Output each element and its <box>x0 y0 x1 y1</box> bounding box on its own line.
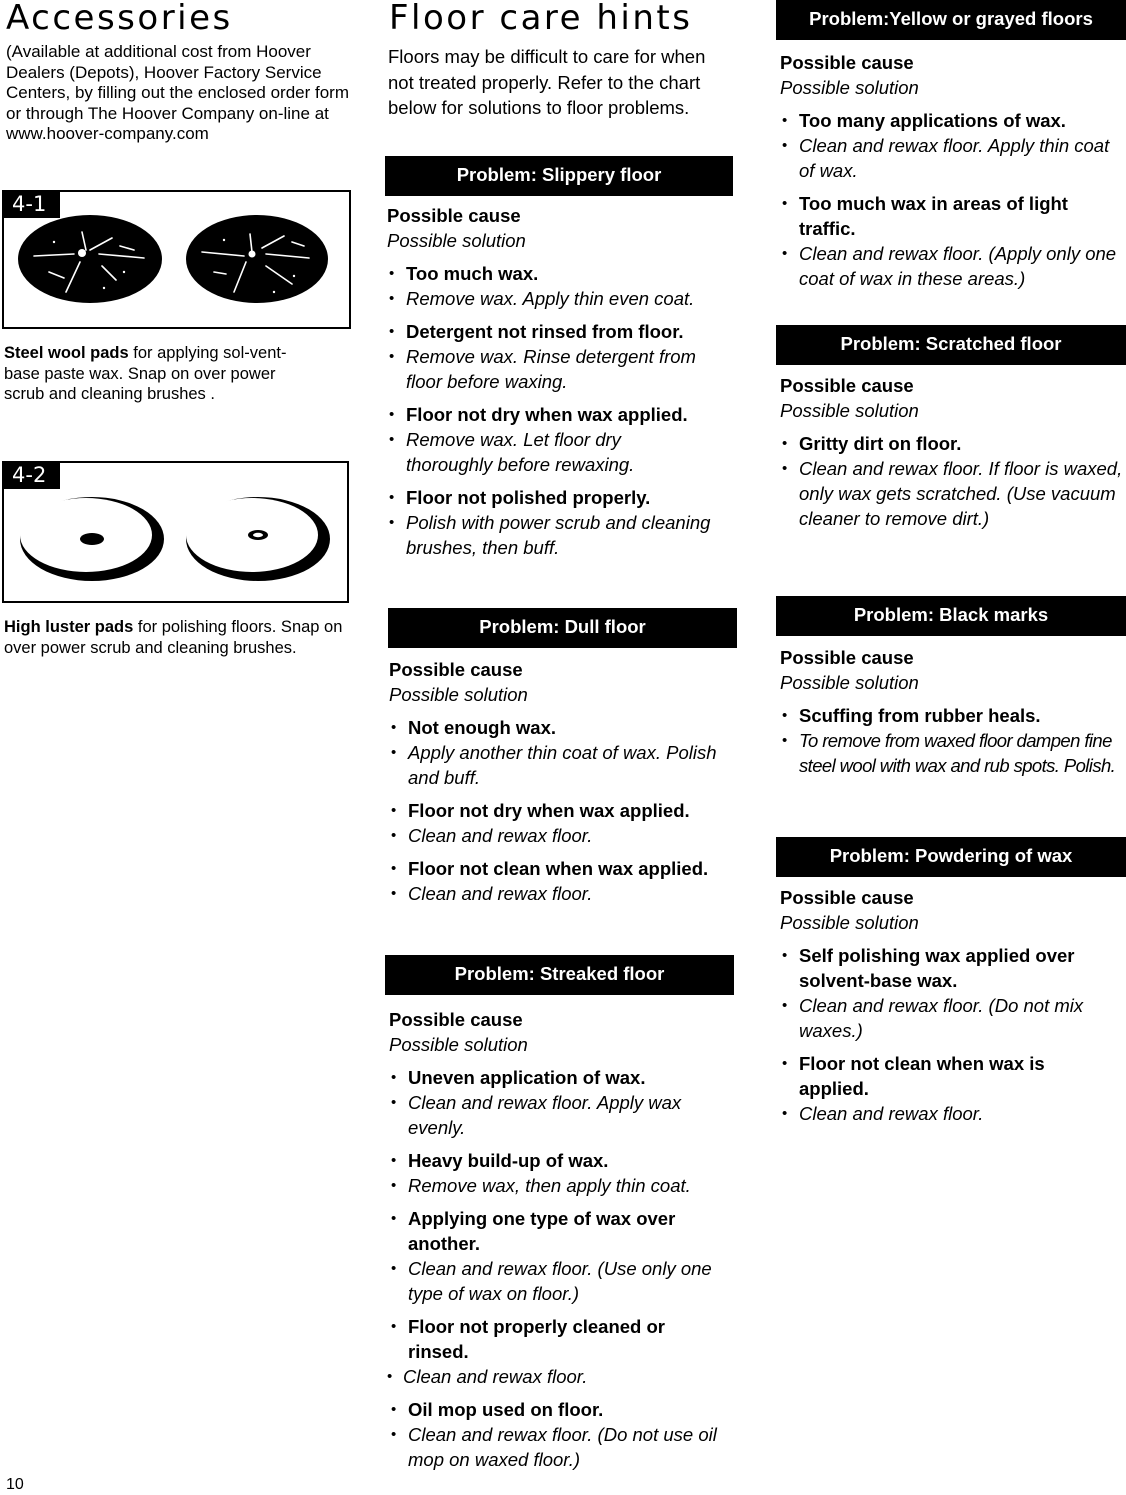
problem-item: • Heavy build-up of wax. • Remove wax, then apply thin coat. <box>391 1150 691 1196</box>
problem-item: • Gritty dirt on floor. • Clean and rewax floor. If floor is waxed, only wax gets scratched. (Use vacuum cleaner to remove dirt.) <box>782 433 1123 529</box>
problem-item: • Detergent not rinsed from floor. • Remove wax. Rinse detergent from floor before waxing. <box>389 321 696 392</box>
possible-cause-label: Possible cause <box>389 1009 523 1030</box>
problem-block-yellow-grayed-floors <box>780 50 1126 299</box>
problem-item: • Oil mop used on floor. • Clean and rewax floor. (Do not use oil mop on waxed floor.) <box>391 1399 717 1470</box>
figure-steel-wool-pads <box>2 190 351 329</box>
problem-header-streaked-floor: Problem: Streaked floor <box>385 955 734 995</box>
problem-item: • Self polishing wax applied over solvent-base wax. • Clean and rewax floor. (Do not mix waxes.) <box>782 945 1084 1041</box>
cause-text: Floor not clean when wax applied. <box>408 858 709 879</box>
caption-bold: Steel wool pads <box>4 344 129 362</box>
solution-text: Remove wax. Rinse detergent from floor before waxing. <box>406 346 696 392</box>
cause-text: Too many applications of wax. <box>799 110 1066 131</box>
problem-header-scratched-floor: Problem: Scratched floor <box>776 325 1126 365</box>
problem-item: • Scuffing from rubber heals. • To remove from waxed floor dampen fine steel wool with wax and rub spots. Polish. <box>782 705 1116 776</box>
solution-text: Clean and rewax floor. (Do not mix waxes.) <box>799 995 1084 1041</box>
solution-text: Apply another thin coat of wax. Polish and buff. <box>408 742 717 788</box>
solution-text: Polish with power scrub and cleaning brushes, then buff. <box>406 512 711 558</box>
caption-text: for polishing floors. Snap on over power scrub and cleaning brushes. <box>4 618 343 657</box>
high-luster-pads-caption <box>4 617 354 658</box>
problem-item: • Uneven application of wax. • Clean and rewax floor. Apply wax evenly. <box>391 1067 682 1138</box>
possible-cause-label: Possible cause <box>780 375 914 396</box>
problem-item: • Floor not polished properly. • Polish with power scrub and cleaning brushes, then buff. <box>389 487 711 558</box>
cause-text: Floor not dry when wax applied. <box>408 800 690 821</box>
problem-header-dull-floor: Problem: Dull floor <box>388 608 737 648</box>
accessories-intro: (Available at additional cost from Hoover Dealers (Depots), Hoover Factory Service Centers, by filling out the enclosed order form or through The Hoover Company on-line at www.hoover-company.com <box>6 42 350 143</box>
problem-block-dull-floor <box>389 657 759 914</box>
possible-solution-label: Possible solution <box>780 400 919 421</box>
possible-solution-label: Possible solution <box>780 77 919 98</box>
cause-text: Applying one type of wax over another. <box>408 1208 676 1254</box>
cause-text: Floor not clean when wax is applied. <box>799 1053 1045 1099</box>
solution-text: Clean and rewax floor. (Apply only one coat of wax in these areas.) <box>799 243 1117 289</box>
cause-text: Too much wax in areas of light traffic. <box>799 193 1068 239</box>
problem-item: • Not enough wax. • Apply another thin coat of wax. Polish and buff. <box>391 717 717 788</box>
solution-text: Clean and rewax floor. (Do not use oil mop on waxed floor.) <box>408 1424 717 1470</box>
cause-text: Too much wax. <box>406 263 539 284</box>
cause-text: Not enough wax. <box>408 717 556 738</box>
figure-high-luster-pads <box>2 461 349 603</box>
figure-label: 4-1 <box>2 190 60 218</box>
problem-item: • Too much wax. • Remove wax. Apply thin even coat. <box>389 263 695 309</box>
possible-solution-label: Possible solution <box>389 684 528 705</box>
possible-solution-label: Possible solution <box>387 230 526 251</box>
cause-text: Floor not properly cleaned or rinsed. <box>408 1316 665 1362</box>
possible-cause-label: Possible cause <box>389 659 523 680</box>
solution-text: Clean and rewax floor. Apply thin coat of wax. <box>799 135 1110 181</box>
solution-text: Clean and rewax floor. <box>408 883 593 904</box>
accessories-title: Accessories <box>6 0 233 38</box>
possible-solution-label: Possible solution <box>780 912 919 933</box>
possible-cause-label: Possible cause <box>780 887 914 908</box>
cause-text: Oil mop used on floor. <box>408 1399 604 1420</box>
cause-text: Self polishing wax applied over solvent-base wax. <box>799 945 1075 991</box>
solution-text: Remove wax. Let floor dry thoroughly before rewaxing. <box>406 429 635 475</box>
page-number: 10 <box>6 1476 24 1493</box>
problem-item: • Floor not dry when wax applied. • Remove wax. Let floor dry thoroughly before rewaxing. <box>389 404 688 475</box>
solution-text: Clean and rewax floor. <box>408 825 593 846</box>
cause-text: Uneven application of wax. <box>408 1067 646 1088</box>
problem-block-black-marks <box>780 645 1126 786</box>
floor-care-intro: Floors may be difficult to care for when not treated properly. Refer to the chart below for solutions to floor problems. <box>388 46 706 118</box>
problem-header-powdering-of-wax: Problem: Powdering of wax <box>776 837 1126 877</box>
problem-item: • Floor not dry when wax applied. • Clean and rewax floor. <box>391 800 690 846</box>
cause-text: Gritty dirt on floor. <box>799 433 962 454</box>
possible-solution-label: Possible solution <box>780 672 919 693</box>
possible-cause-label: Possible cause <box>387 205 521 226</box>
problem-item: • Applying one type of wax over another. • Clean and rewax floor. (Use only one type of wax on floor.) <box>391 1208 712 1304</box>
problem-block-powdering-of-wax <box>780 885 1126 1134</box>
problem-item: • Floor not clean when wax applied. • Clean and rewax floor. <box>391 858 709 904</box>
problem-header-yellow-grayed-floors: Problem:Yellow or grayed floors <box>776 0 1126 40</box>
solution-text: Remove wax. Apply thin even coat. <box>406 288 695 309</box>
caption-text: for applying sol-vent-base paste wax. Snap on over power scrub and cleaning brushes . <box>4 344 287 403</box>
problem-block-streaked-floor <box>389 1007 749 1480</box>
solution-text: Clean and rewax floor. Apply wax evenly. <box>408 1092 682 1138</box>
cause-text: Scuffing from rubber heals. <box>799 705 1041 726</box>
solution-text: Clean and rewax floor. If floor is waxed, only wax gets scratched. (Use vacuum cleaner to remove dirt.) <box>799 458 1123 529</box>
problem-item: • Floor not properly cleaned or rinsed. • Clean and rewax floor. <box>387 1316 665 1387</box>
problem-header-slippery-floor: Problem: Slippery floor <box>385 156 733 196</box>
problem-item: • Too many applications of wax. • Clean and rewax floor. Apply thin coat of wax. <box>782 110 1110 181</box>
figure-label: 4-2 <box>2 461 60 489</box>
caption-bold: High luster pads <box>4 618 134 636</box>
cause-text: Heavy build-up of wax. <box>408 1150 609 1171</box>
solution-text: Remove wax, then apply thin coat. <box>408 1175 691 1196</box>
solution-text: Clean and rewax floor. <box>799 1103 984 1124</box>
possible-cause-label: Possible cause <box>780 647 914 668</box>
problem-block-scratched-floor <box>780 373 1126 539</box>
cause-text: Floor not dry when wax applied. <box>406 404 688 425</box>
steel-wool-pads-caption <box>4 343 304 405</box>
possible-solution-label: Possible solution <box>389 1034 528 1055</box>
cause-text: Detergent not rinsed from floor. <box>406 321 684 342</box>
problem-block-slippery-floor <box>387 203 747 568</box>
solution-text: Clean and rewax floor. (Use only one type of wax on floor.) <box>408 1258 712 1304</box>
cause-text: Floor not polished properly. <box>406 487 651 508</box>
problem-item: • Floor not clean when wax is applied. • Clean and rewax floor. <box>782 1053 1045 1124</box>
solution-text: To remove from waxed floor dampen fine steel wool with wax and rub spots. Polish. <box>799 730 1116 776</box>
floor-care-title: Floor care hints <box>389 0 693 38</box>
problem-item: • Too much wax in areas of light traffic. • Clean and rewax floor. (Apply only one coat of wax in these areas.) <box>782 193 1117 289</box>
problem-header-black-marks: Problem: Black marks <box>776 596 1126 636</box>
possible-cause-label: Possible cause <box>780 52 914 73</box>
solution-text: Clean and rewax floor. <box>403 1366 588 1387</box>
